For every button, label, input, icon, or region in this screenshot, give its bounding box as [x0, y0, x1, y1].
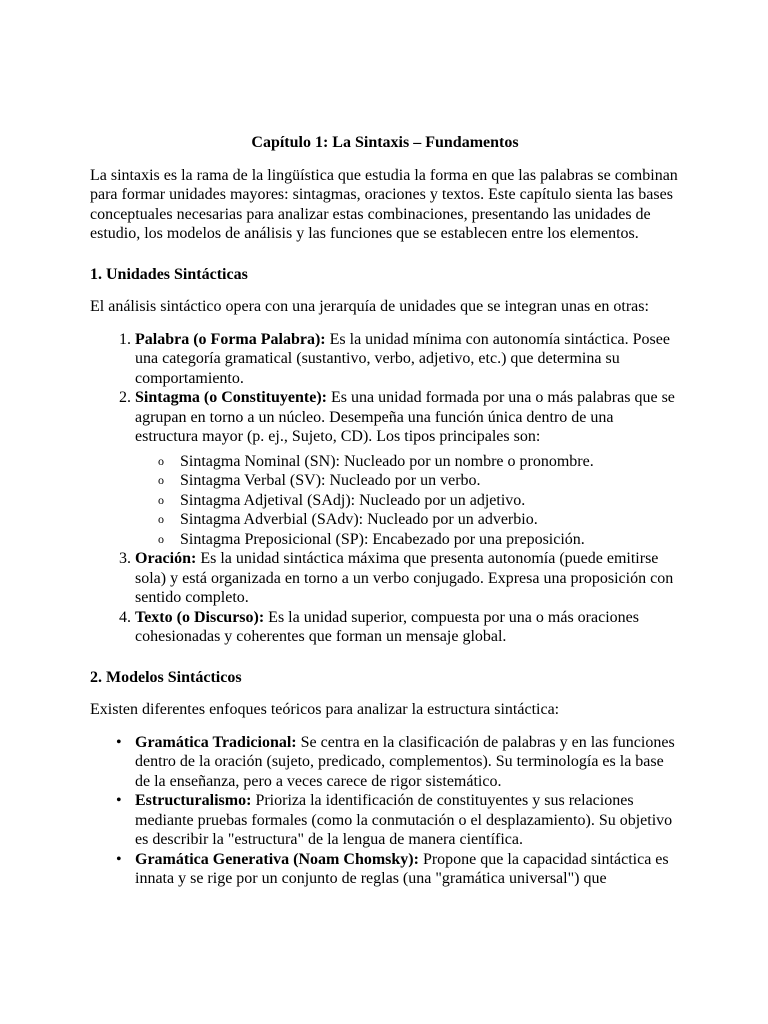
term-description: Se centra en la clasificación de palabras y en las funciones dentro de la oración (sujeto, predicado, complementos). Su terminología es la base de la enseñanza, pero a veces carece de rigor sistemático.	[135, 733, 675, 790]
document-body	[90, 133, 680, 889]
bullet-icon: •	[116, 850, 122, 868]
bullet-icon: •	[116, 792, 122, 809]
term-label: Texto (o Discurso):	[135, 608, 265, 626]
circle-bullet-icon: o	[158, 531, 164, 546]
term-label: Gramática Tradicional:	[135, 733, 297, 751]
list-item	[116, 850, 680, 889]
units-list	[90, 330, 680, 647]
list-item	[135, 608, 680, 647]
term-label: Oración:	[135, 550, 197, 567]
term-description: Es la unidad superior, compuesta por una o más oraciones cohesionadas y coherentes que forman un mensaje global.	[135, 608, 639, 645]
bullet-icon: •	[116, 733, 122, 751]
term-description: Es la unidad mínima con autonomía sintáctica. Posee una categoría gramatical (sustantivo, verbo, adjetivo, etc.) que determina su comportamiento.	[135, 330, 670, 387]
circle-bullet-icon: o	[158, 453, 164, 468]
list-item	[116, 733, 680, 792]
term-label: Sintagma (o Constituyente):	[135, 389, 327, 406]
circle-bullet-icon: o	[158, 512, 164, 526]
chapter-title: Capítulo 1: La Sintaxis – Fundamentos	[251, 134, 519, 151]
circle-bullet-icon: o	[158, 473, 164, 487]
term-description: Prioriza la identificación de constituyentes y sus relaciones mediante pruebas formales (como la conmutación o el desplazamiento). Su objetivo es describir la "estructura" de la lengua de manera científica.	[135, 792, 673, 848]
term-description: Es la unidad sintáctica máxima que presenta autonomía (puede emitirse sola) y está organizada en torno a un verbo conjugado. Expresa una proposición con sentido completo.	[135, 550, 674, 606]
list-item	[135, 388, 680, 549]
sub-list-item: o Sintagma Verbal (SV): Nucleado por un verbo.	[158, 472, 481, 489]
list-item	[135, 549, 680, 608]
section-lead-units: El análisis sintáctico opera con una jerarquía de unidades que se integran unas en otras:	[90, 298, 649, 315]
term-label: Gramática Generativa (Noam Chomsky):	[135, 850, 419, 868]
circle-bullet-icon: o	[158, 492, 164, 507]
term-description: Es una unidad formada por una o más palabras que se agrupan en torno a un núcleo. Desempeña una función única dentro de una estructura mayor (p. ej., Sujeto, CD). Los tipos principales son:	[135, 389, 675, 445]
term-label: Estructuralismo:	[135, 792, 252, 809]
sub-list-item: o Sintagma Preposicional (SP): Encabezado por una preposición.	[158, 530, 585, 548]
section-heading-units: 1. Unidades Sintácticas	[90, 265, 248, 283]
term-description: Propone que la capacidad sintáctica es innata y se rige por un conjunto de reglas (una "gramática universal") que	[135, 850, 669, 887]
sub-list-item: o Sintagma Adverbial (SAdv): Nucleado por un adverbio.	[158, 511, 538, 528]
list-item	[135, 330, 680, 389]
section-lead-models: Existen diferentes enfoques teóricos para analizar la estructura sintáctica:	[90, 701, 560, 718]
sub-list-item: o Sintagma Adjetival (SAdj): Nucleado por un adjetivo.	[158, 491, 526, 509]
section-heading-models: 2. Modelos Sintácticos	[90, 668, 242, 686]
models-list	[90, 733, 680, 889]
models-section	[90, 668, 680, 889]
sub-list-item: o Sintagma Nominal (SN): Nucleado por un nombre o pronombre.	[158, 452, 594, 470]
intro-paragraph: La sintaxis es la rama de la lingüística que estudia la forma en que las palabras se combinan para formar unidades mayores: sintagmas, oraciones y textos. Este capítulo sienta las bases conceptuales necesarias para analizar estas combinaciones, presentando las unidades de estudio, los modelos de análisis y las funciones que se establecen entre los elementos.	[90, 166, 678, 242]
term-label: Palabra (o Forma Palabra):	[135, 330, 326, 348]
phrase-types-list	[135, 452, 680, 550]
list-item	[116, 791, 680, 850]
